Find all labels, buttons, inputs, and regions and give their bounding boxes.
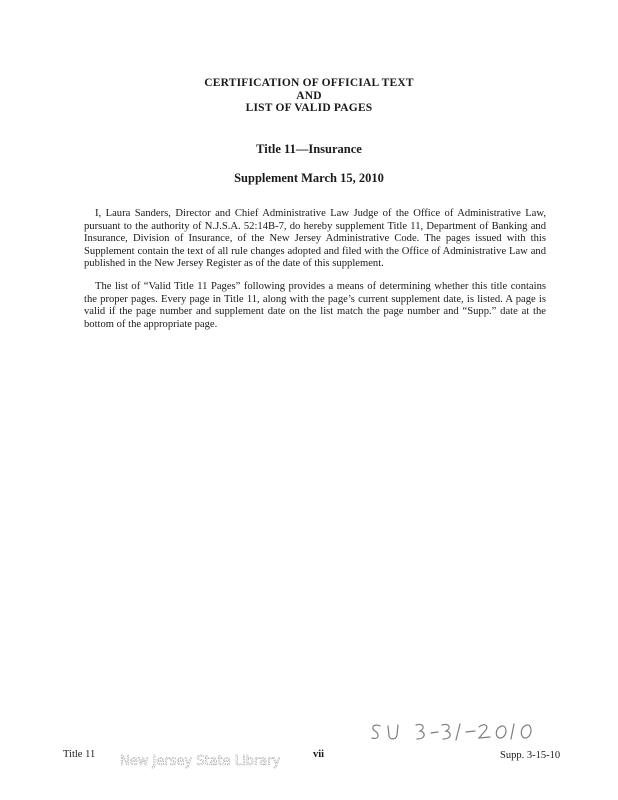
library-stamp bbox=[118, 748, 298, 772]
title-heading: Title 11—Insurance bbox=[256, 142, 362, 156]
svg-text:New Jersey State Library: New Jersey State Library bbox=[120, 754, 281, 769]
handwritten-note bbox=[368, 720, 558, 746]
heading-line-3: LIST OF VALID PAGES bbox=[245, 102, 373, 114]
heading-line-2: AND bbox=[296, 90, 322, 102]
footer-title: Title 11 bbox=[63, 749, 96, 760]
footer-supplement-date: Supp. 3-15-10 bbox=[500, 750, 561, 761]
page-number: vii bbox=[313, 749, 325, 760]
heading-line-1: CERTIFICATION OF OFFICIAL TEXT bbox=[204, 77, 414, 89]
supplement-date-heading: Supplement March 15, 2010 bbox=[234, 171, 384, 185]
certification-paragraph: I, Laura Sanders, Director and Chief Administrative Law Judge of the Office of Administrative Law, pursuant to the authority of N.J.S.A. 52:14B-7, do hereby supplement Title 11, Department of Banking and Insurance, Division of Insurance, of the New Jersey Administrative Code. The pages issued with this Supplement contain the text of all rule changes adopted and filed with the Office of Administrative Law and published in the New Jersey Register as of the date of this supplement. bbox=[84, 208, 546, 270]
valid-pages-paragraph: The list of “Valid Title 11 Pages” following provides a means of determining whether this title contains the proper pages. Every page in Title 11, along with the page’s current supplement date, is listed. A page is valid if the page number and supplement date on the list match the page number and “Supp.” date at the bottom of the appropriate page. bbox=[84, 281, 546, 330]
